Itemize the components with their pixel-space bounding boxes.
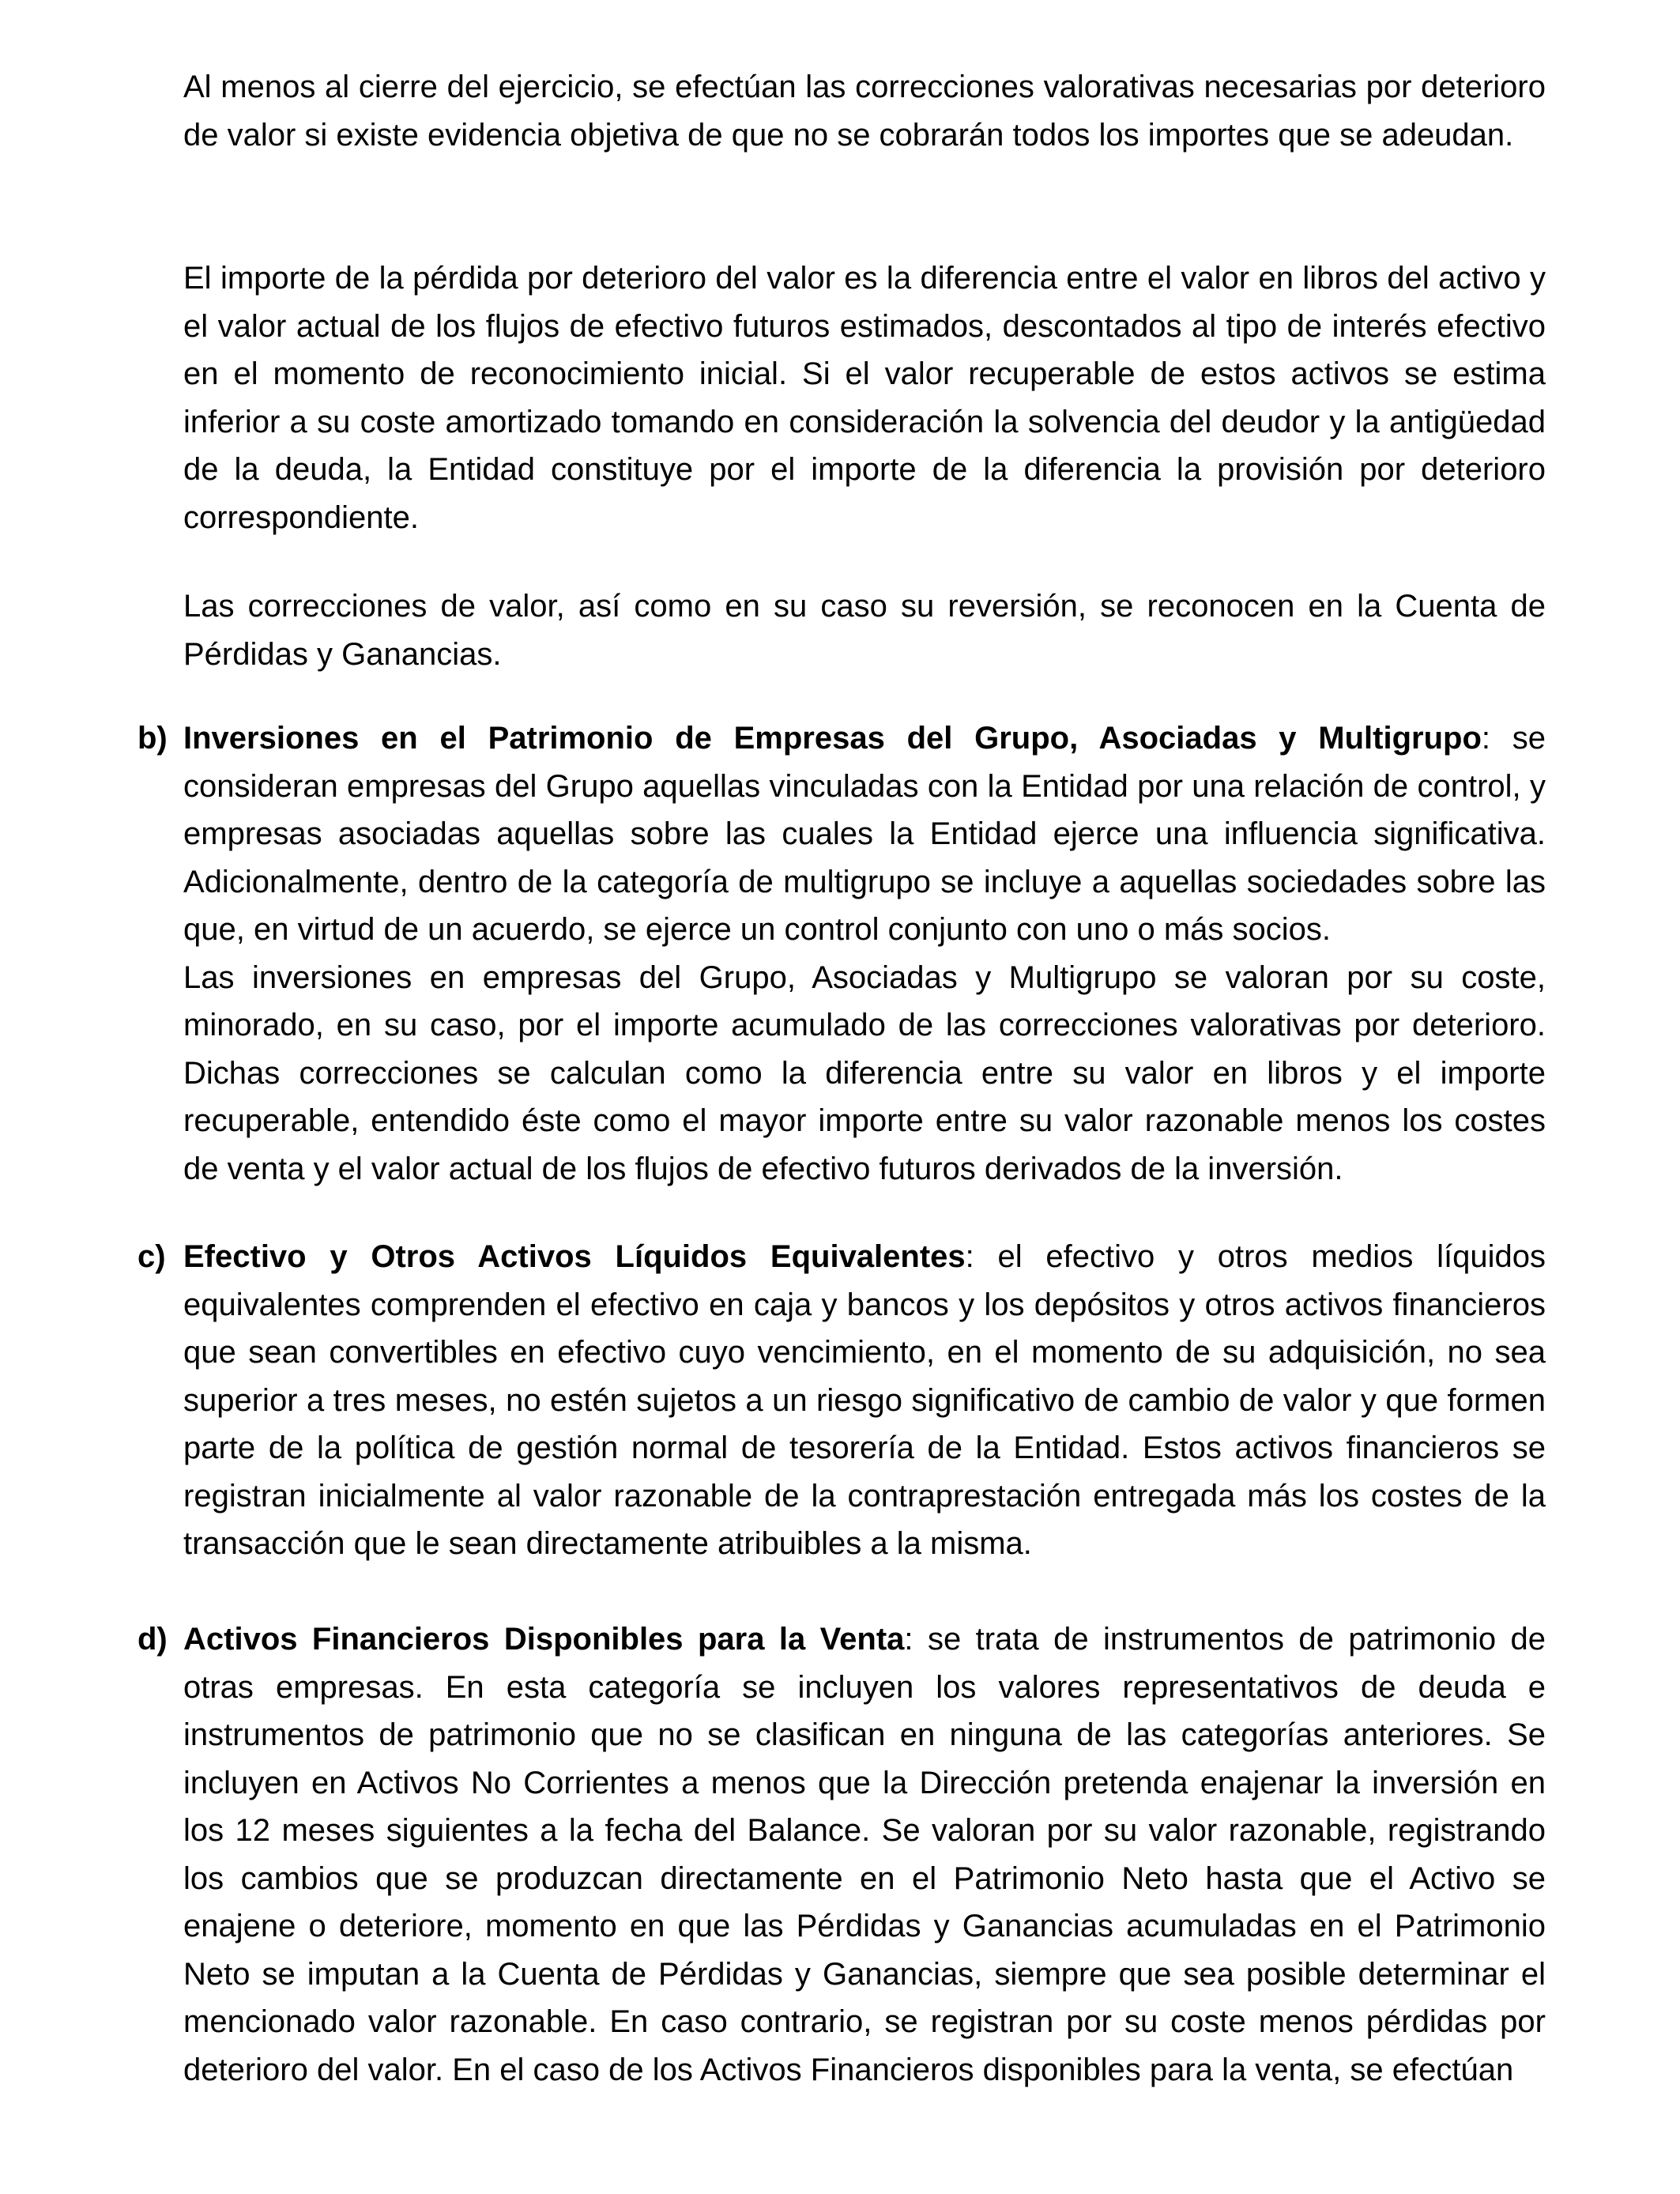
list-item-c-text: : el efectivo y otros medios líquidos equivalentes comprenden el efectivo en caja y bancos y los depósitos y otros activos financieros que sean convertibles en efectivo cuyo vencimiento, en el momento de su adquisición, no sea superior a tres meses, no estén sujetos a un riesgo significativo de cambio de valor y que formen parte de la política de gestión normal de tesorería de la Entidad. Estos activos financieros se registran inicialmente al valor razonable de la contraprestación entregada más los costes de la transacción que le sean directamente atribuibles a la misma. xyxy=(183,1239,1546,1561)
list-item-b-body xyxy=(183,714,1546,1193)
list-item-b xyxy=(137,714,1546,1193)
list-marker-b: b) xyxy=(137,721,168,756)
list-item-c xyxy=(137,1233,1546,1568)
paragraph-impairment-year-end: Al menos al cierre del ejercicio, se efectúan las correcciones valorativas necesarias por deterioro de valor si existe evidencia objetiva de que no se cobrarán todos los importes que se adeudan. xyxy=(183,70,1546,153)
paragraph-impairment-loss: El importe de la pérdida por deterioro del valor es la diferencia entre el valor en libros del activo y el valor actual de los flujos de efectivo futuros estimados, descontados al tipo de interés efectivo en el momento de reconocimiento inicial. Si el valor recuperable de estos activos se estima inferior a su coste amortizado tomando en consideración la solvencia del deudor y la antigüedad de la deuda, la Entidad constituye por el importe de la diferencia la provisión por deterioro correspondiente. xyxy=(183,261,1546,535)
list-item-c-body xyxy=(183,1233,1546,1568)
list-item-d-body xyxy=(183,1615,1546,2094)
list-item-d xyxy=(137,1615,1546,2094)
list-marker-c: c) xyxy=(137,1239,166,1274)
list-item-d-heading: Activos Financieros Disponibles para la Venta xyxy=(183,1622,905,1657)
list-item-b-text: : se consideran empresas del Grupo aquellas vinculadas con la Entidad por una relación de control, y empresas asociadas aquellas sobre las cuales la Entidad ejerce una influencia significativa. Adicionalmente, dentro de la categoría de multigrupo se incluye a aquellas sociedades sobre las que, en virtud de un acuerdo, se ejerce un control conjunto con uno o más socios. xyxy=(183,721,1546,947)
list-item-b-heading: Inversiones en el Patrimonio de Empresas del Grupo, Asociadas y Multigrupo xyxy=(183,721,1482,756)
list-marker-d: d) xyxy=(137,1622,168,1657)
list-item-d-text: : se trata de instrumentos de patrimonio de otras empresas. En esta categoría se incluyen los valores representativos de deuda e instrumentos de patrimonio que no se clasifican en ninguna de las categorías anteriores. Se incluyen en Activos No Corrientes a menos que la Dirección pretenda enajenar la inversión en los 12 meses siguientes a la fecha del Balance. Se valoran por su valor razonable, registrando los cambios que se produzcan directamente en el Patrimonio Neto hasta que el Activo se enajene o deteriore, momento en que las Pérdidas y Ganancias acumuladas en el Patrimonio Neto se imputan a la Cuenta de Pérdidas y Ganancias, siempre que sea posible determinar el mencionado valor razonable. En caso contrario, se registran por su coste menos pérdidas por deterioro del valor. En el caso de los Activos Financieros disponibles para la venta, se efectúan xyxy=(183,1622,1546,2087)
list-item-b-second-paragraph: Las inversiones en empresas del Grupo, Asociadas y Multigrupo se valoran por su coste, minorado, en su caso, por el importe acumulado de las correcciones valorativas por deterioro. Dichas correcciones se calculan como la diferencia entre su valor en libros y el importe recuperable, entendido éste como el mayor importe entre su valor razonable menos los costes de venta y el valor actual de los flujos de efectivo futuros derivados de la inversión. xyxy=(183,959,1546,1186)
paragraph-value-corrections: Las correcciones de valor, así como en su caso su reversión, se reconocen en la Cuenta de Pérdidas y Ganancias. xyxy=(183,589,1546,672)
list-item-b-first-paragraph xyxy=(183,714,1546,954)
list-item-c-heading: Efectivo y Otros Activos Líquidos Equivalentes xyxy=(183,1239,966,1274)
